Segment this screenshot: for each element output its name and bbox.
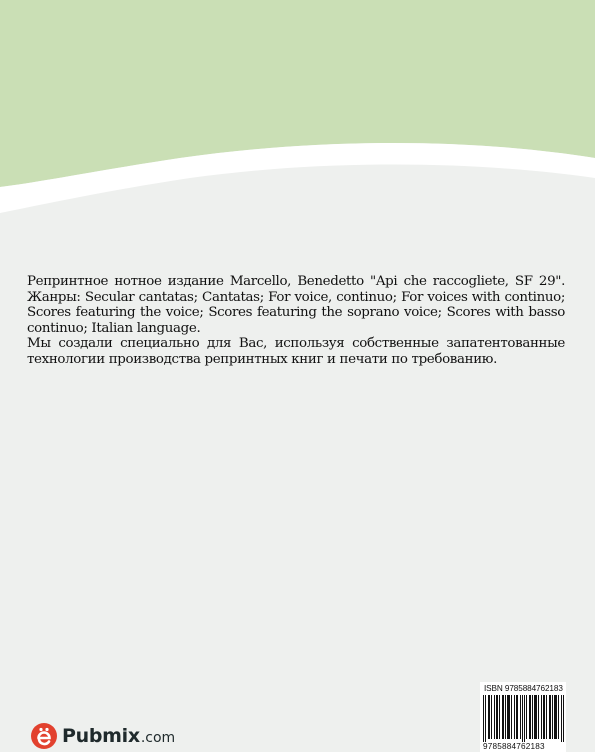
pubmix-logo (31, 720, 175, 752)
pubmix-e-badge-icon (31, 723, 57, 749)
barcode-digits: 9785884762183 (483, 742, 565, 751)
description-text (27, 274, 565, 368)
barcode-bars (483, 695, 565, 743)
header-wave-band (0, 0, 595, 215)
description-paragraph-1: Репринтное нотное издание Marcello, Benedetto "Api che raccogliete, SF 29". Жанры: Secular cantatas; Cantatas; For voice, continuo; For voices with continuo; Scores featuring the voice; Scores featuring the soprano voice; Scores with basso continuo; Italian language. (27, 274, 565, 336)
isbn-barcode (480, 682, 566, 752)
isbn-label: ISBN 9785884762183 (484, 684, 563, 693)
publisher-domain: .com (140, 730, 176, 746)
publisher-name: Pubmix (62, 725, 140, 747)
description-paragraph-2: Мы создали специально для Вас, используя собственные запатентованные технологии производства репринтных книг и печати по требованию. (27, 336, 565, 367)
